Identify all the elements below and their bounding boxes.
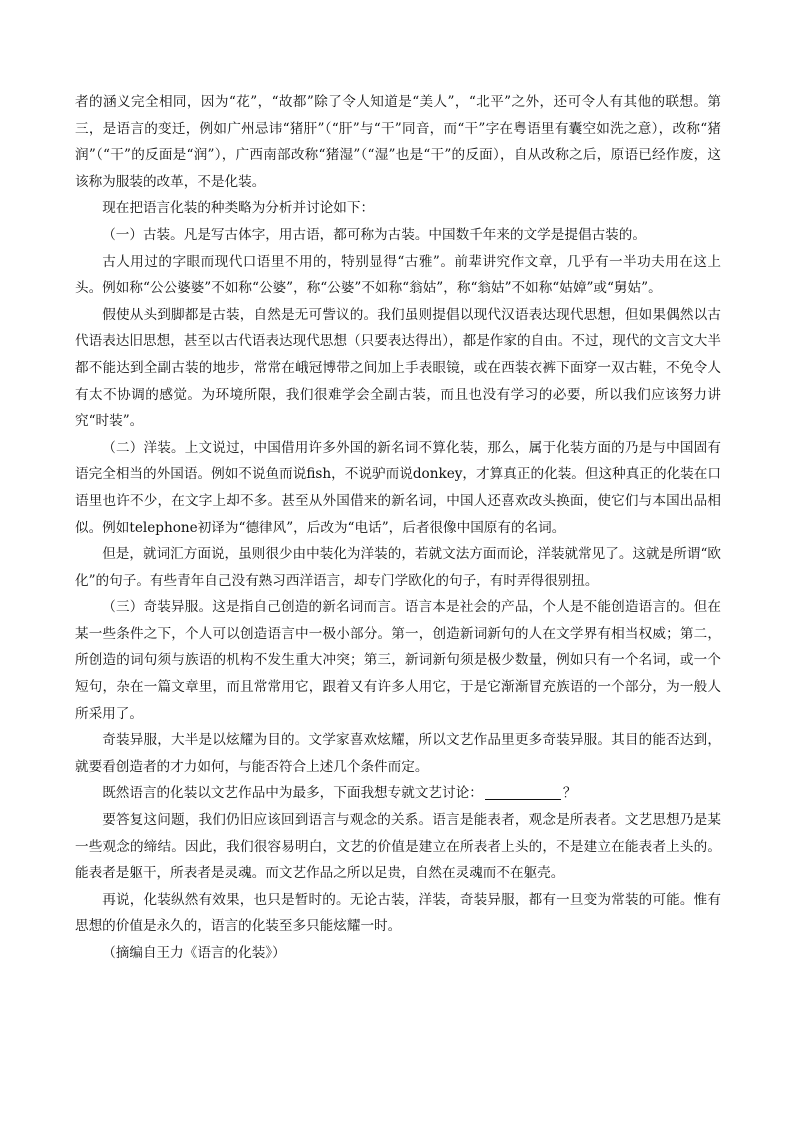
paragraph-4: 古人用过的字眼而现代口语里不用的，特别显得“古雅”。前辈讲究作文章，几乎有一半功夫用在这上头。例如称“公公婆婆”不如称“公婆”，称“公婆”不如称“翁姑”，称“翁姑”不如称“姑嫜”或“舅姑”。: [75, 253, 721, 297]
paragraph-8: （三）奇装异服。这是指自己创造的新名词而言。语言本是社会的产品，个人是不能创造语言的。但在某一些条件之下，个人可以创造语言中一极小部分。第一，创造新词新句的人在文学界有相当权威；第二，所创造的词句须与族语的机构不发生重大冲突；第三，新词新句须是极少数量，例如只有一个名词，或一个短句，杂在一篇文章里，而且常常用它，跟着又有许多人用它，于是它渐渐冒充族语的一个部分，为一般人所采用了。: [75, 599, 721, 722]
paragraph-5: 假使从头到脚都是古装，自然是无可訾议的。我们虽则提倡以现代汉语表达现代思想，但如果偶然以古代语表达旧思想，甚至以古代语表达现代思想（只要表达得出），都是作家的自由。不过，现代的文言文大半都不能达到全副古装的地步，常常在峨冠博带之间加上手表眼镜，或在西装衣裤下面穿一双古鞋，不免令人有太不协调的感觉。为环境所限，我们很难学会全副古装，而且也没有学习的必要，所以我们应该努力讲究“时装”。: [75, 306, 721, 430]
source-citation: （摘编自王力《语言的化装》）: [102, 945, 286, 961]
paragraph-12: 再说，化装纵然有效果，也只是暂时的。无论古装，洋装，奇装异服，都有一旦变为常装的可能。惟有思想的价值是永久的，语言的化装至多只能炫耀一时。: [75, 891, 721, 935]
paragraph-1: 者的涵义完全相同，因为“花”，“故都”除了令人知道是“美人”，“北平”之外，还可令人有其他的联想。第三，是语言的变迁，例如广州忌讳“猪肝”（“肝”与“干”同音，而“干”字在粤语里有囊空如洗之意），改称“猪润”（“干”的反面是“润”），广西南部改称“猪湿”（“湿”也是“干”的反面），自从改称之后，原语已经作废，这该称为服装的改革，不是化装。: [75, 94, 721, 190]
question-text: 既然语言的化装以文艺作品中为最多，下面我想专就文艺讨论：: [102, 785, 483, 802]
paragraph-7: 但是，就词汇方面说，虽则很少由中装化为洋装的，若就文法方面而论，洋装就常见了。这就是所谓“欧化”的句子。有些青年自己没有熟习西洋语言，却专门学欧化的句子，有时弄得很别扭。: [75, 546, 721, 589]
document-page: [75, 89, 721, 967]
paragraph-10: [75, 780, 721, 807]
question-mark: ？: [562, 785, 577, 802]
paragraph-11: 要答复这问题，我们仍旧应该回到语言与观念的关系。语言是能表者，观念是所表者。文艺思想乃是某一些观念的缔结。因此，我们很容易明白，文艺的价值是建立在所表者上头的，不是建立在能表者上头的。能表者是躯干，所表者是灵魂。而文艺作品之所以足贵，自然在灵魂而不在躯壳。: [75, 812, 721, 882]
fill-in-blank[interactable]: [485, 783, 561, 800]
paragraph-3: （一）古装。凡是写古体字，用古语，都可称为古装。中国数千年来的文学是提倡古装的。: [102, 226, 646, 243]
paragraph-6: （二）洋装。上文说过，中国借用许多外国的新名词不算化装，那么，属于化装方面的乃是与中国固有语完全相当的外国语。例如不说鱼而说fish，不说驴而说donkey，才算真正的化装。但这种真正的化装在口语里也许不少，在文字上却不多。甚至从外国借来的新名词，中国人还喜欢改头换面，使它们与本国出品相似。例如telephone初译为“德律风”，后改为“电话”，后者很像中国原有的名词。: [75, 439, 721, 536]
paragraph-9: 奇装异服，大半是以炫耀为目的。文学家喜欢炫耀，所以文艺作品里更多奇装异服。其目的能否达到，就要看创造者的才力如何，与能否符合上述几个条件而定。: [75, 732, 721, 775]
paragraph-2: 现在把语言化装的种类略为分析并讨论如下：: [102, 200, 375, 217]
